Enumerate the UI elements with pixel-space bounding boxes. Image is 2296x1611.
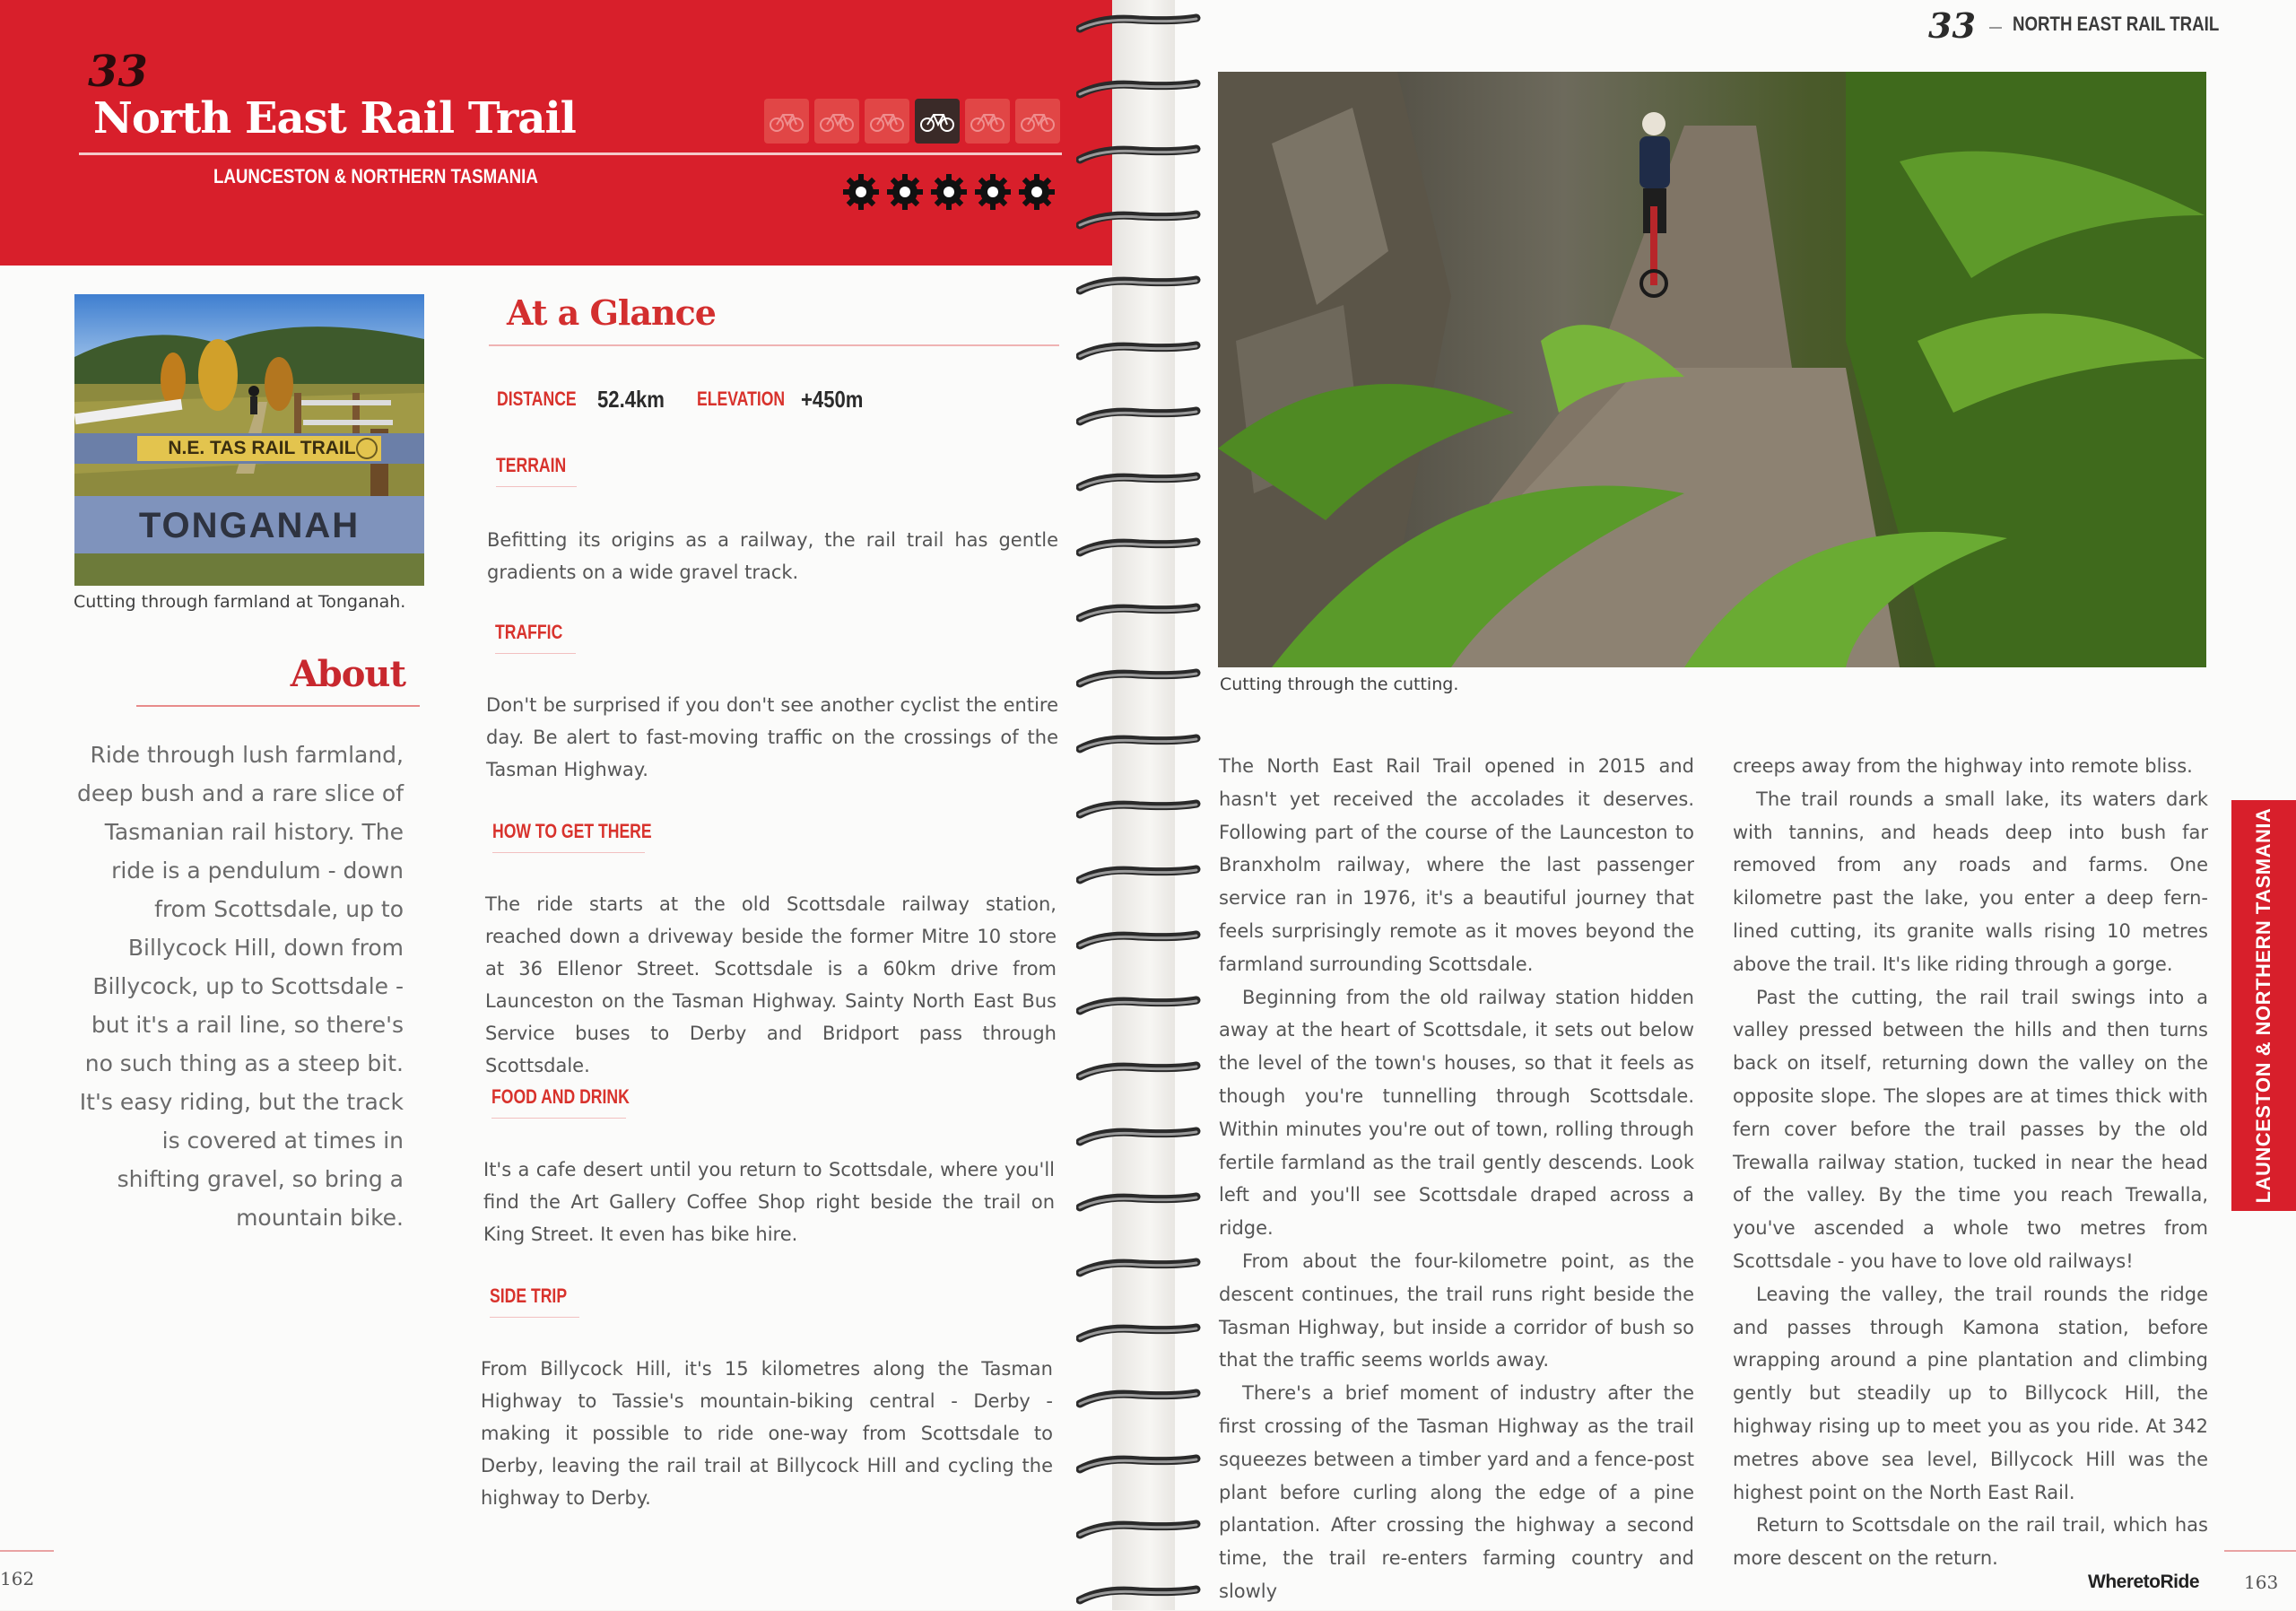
rating-gear-icon — [843, 174, 879, 210]
about-text: Ride through lush farmland, deep bush and a rare slice of Tasmanian rail history. The ride is a pendulum - down from Scottsdale, up to Billycock Hill, down from Billycock, up to Scottsdale - but it's a rail line, so there's no such thing as a steep bit. It's easy riding, but the track is covered at times in shifting gravel, so bring a mountain bike. — [77, 742, 404, 1231]
section-text: From Billycock Hill, it's 15 kilometres along the Tasman Highway to Tassie's mountain-biking central - Derby - making it possible to ride one-way from Scottsdale to Derby, leaving the rail trail at Billycock Hill and cycling the highway to Derby. — [481, 1358, 1053, 1509]
about-heading: About — [290, 653, 405, 695]
paragraph: Past the cutting, the rail trail swings into a valley pressed between the hills and then turns back on itself, returning down the valley on the opposite slope. The slopes are at times thick with fern cover before the trail passes by the old Trewalla railway station, tucked in near the head of the valley. By the time you reach Trewalla, you've ascended a whole two metres from Scottsdale - you have to love old railways! — [1733, 986, 2208, 1272]
section-label: FOOD AND DRINK — [491, 1085, 630, 1108]
spiral-ring — [1076, 1388, 1202, 1411]
spiral-ring — [1076, 13, 1202, 36]
section-side-trip — [490, 1284, 587, 1308]
about-divider — [136, 705, 420, 707]
spiral-ring — [1076, 340, 1202, 363]
glance-divider — [489, 344, 1059, 346]
left-page — [0, 0, 1139, 1610]
page-number-right: 163 — [2244, 1572, 2279, 1593]
difficulty-bike-icon — [1015, 99, 1060, 144]
big-photo-caption: Cutting through the cutting. — [1220, 675, 1459, 694]
paragraph: There's a brief moment of industry after the first crossing of the Tasman Highway as the trail squeezes between a timber yard and a fence-post plant before curling along the edge of a pine plantation. After crossing the highway a second time, the trail re-enters farming country and slowly — [1219, 1382, 1694, 1602]
section-label: HOW TO GET THERE — [492, 820, 652, 842]
spiral-ring — [1076, 995, 1202, 1018]
paragraph: creeps away from the highway into remote bliss. — [1733, 755, 2193, 777]
spiral-ring — [1076, 1257, 1202, 1280]
spiral-ring — [1076, 274, 1202, 298]
elevation-label: ELEVATION — [697, 388, 786, 410]
spiral-ring — [1076, 864, 1202, 887]
distance-label: DISTANCE — [497, 388, 577, 410]
body-column-1 — [1219, 750, 1694, 1608]
elevation-stat — [697, 388, 807, 411]
difficulty-bike-icon — [814, 99, 859, 144]
region-subtitle: LAUNCESTON & NORTHERN TASMANIA — [213, 165, 538, 187]
spiral-ring — [1076, 405, 1202, 429]
section-underline — [491, 1118, 626, 1119]
section-label: TERRAIN — [496, 454, 567, 476]
spiral-ring — [1076, 733, 1202, 756]
page-title: North East Rail Trail — [93, 93, 576, 144]
section-text: The ride starts at the old Scottsdale railway station, reached down a driveway beside the former Mitre 10 store at 36 Ellenor Street. Scottsdale is a 60km drive from Launceston on the Tasman Highway. Sainty North East Bus Service buses to Derby and Bridport pass through Scottsdale. — [485, 893, 1057, 1076]
paragraph: The trail rounds a small lake, its waters dark with tannins, and heads deep into bush far removed from any roads and farms. One kilometre past the lake, you enter a deep fern-lined cutting, its granite walls rising 10 metres above the trail. It's like riding through a gorge. — [1733, 788, 2208, 975]
spiral-ring — [1076, 536, 1202, 560]
section-food-and-drink — [491, 1085, 664, 1109]
rating-gear-icon — [887, 174, 923, 210]
section-text: Don't be surprised if you don't see another cyclist the entire day. Be alert to fast-moving traffic on the crossings of the Tasman Highway. — [486, 694, 1058, 780]
section-how-to-get-there — [492, 820, 691, 843]
page-number-left: 162 — [0, 1568, 35, 1589]
side-tab-label: LAUNCESTON & NORTHERN TASMANIA — [2252, 807, 2274, 1204]
elevation-value: +450m — [801, 386, 864, 413]
rating-gear-icon — [975, 174, 1011, 210]
running-head-title: NORTH EAST RAIL TRAIL — [2013, 13, 2220, 35]
paragraph: The North East Rail Trail opened in 2015 and hasn't yet received the accolades it deserves. Following part of the course of the Launceston to Branxholm railway, where the last passenger service ran in 1976, it's a beautiful journey that feels surprisingly remote as it moves beyond the farmland surrounding Scottsdale. — [1219, 755, 1694, 975]
footer-rule-left — [0, 1550, 54, 1552]
section-traffic — [495, 621, 579, 644]
spiral-ring — [1076, 1191, 1202, 1215]
running-head-dash — [1989, 27, 2002, 29]
photo-caption: Cutting through farmland at Tonganah. — [74, 592, 406, 612]
spiral-ring — [1076, 1519, 1202, 1542]
section-underline — [490, 1317, 579, 1318]
body-column-2 — [1733, 750, 2208, 1575]
difficulty-bike-icon — [764, 99, 809, 144]
section-underline — [492, 852, 645, 853]
difficulty-bike-icon — [965, 99, 1010, 144]
sign-top-text: N.E. TAS RAIL TRAIL — [168, 438, 356, 458]
cutting-photo — [1218, 72, 2206, 667]
difficulty-bikes — [764, 99, 1060, 144]
spiral-ring — [1076, 667, 1202, 691]
spiral-ring — [1076, 471, 1202, 494]
section-text: Befitting its origins as a railway, the rail trail has gentle gradients on a wide gravel track. — [487, 529, 1058, 583]
spiral-ring — [1076, 1584, 1202, 1607]
spiral-ring — [1076, 1126, 1202, 1149]
difficulty-bike-icon — [915, 99, 960, 144]
section-terrain — [496, 454, 584, 477]
spiral-ring — [1076, 1453, 1202, 1476]
spiral-ring — [1076, 1060, 1202, 1084]
glance-heading: At a Glance — [507, 292, 716, 333]
footer-rule-right — [2224, 1550, 2296, 1552]
brand-logo: WheretoRide — [2088, 1572, 2200, 1592]
distance-value-wrap — [597, 386, 676, 414]
paragraph: Leaving the valley, the trail rounds the ridge and passes through Kamona station, before wrapping around a pine plantation and climbing gently but steadily up to Billycock Hill, the highway rising up to meet you as you ride. At 342 metres above sea level, Billycock Hill was the highest point on the North East Rail. — [1733, 1283, 2208, 1503]
paragraph: Return to Scottsdale on the rail trail, which has more descent on the return. — [1733, 1514, 2208, 1570]
ride-number: 33 — [88, 47, 148, 97]
elevation-value-wrap — [801, 386, 874, 414]
difficulty-bike-icon — [865, 99, 909, 144]
cutting-photo-art — [1218, 72, 2206, 667]
running-head-number: 33 — [1928, 5, 1976, 46]
rating-gear-icon — [931, 174, 967, 210]
distance-stat — [497, 388, 596, 411]
rating-gear-icon — [1019, 174, 1055, 210]
sign-main-text: TONGANAH — [138, 505, 361, 545]
tonganah-photo — [74, 294, 424, 586]
section-text: It's a cafe desert until you return to Scottsdale, where you'll find the Art Gallery Coffee Shop right beside the trail on King Street. It even has bike hire. — [483, 1159, 1055, 1245]
spiral-ring — [1076, 144, 1202, 167]
section-underline — [496, 486, 577, 487]
spiral-ring — [1076, 929, 1202, 953]
section-label: TRAFFIC — [495, 621, 563, 643]
region-side-tab — [2231, 800, 2296, 1211]
spiral-ring — [1076, 209, 1202, 232]
rating-gears — [843, 174, 1055, 210]
section-underline — [495, 653, 576, 654]
spiral-ring — [1076, 602, 1202, 625]
spiral-ring — [1076, 798, 1202, 822]
paragraph: Beginning from the old railway station hidden away at the heart of Scottsdale, it sets out below the level of the town's houses, so that it feels as though you're tunnelling through Scottsdale. Within minutes you're out of town, rolling through fertile farmland as the trail gently descends. Look left and you'll see Scottsdale draped across a ridge. — [1219, 986, 1694, 1240]
paragraph: From about the four-kilometre point, as the descent continues, the trail runs right beside the Tasman Highway, but inside a corridor of bush so that the traffic seems worlds away. — [1219, 1250, 1694, 1372]
distance-value: 52.4km — [597, 386, 665, 413]
title-divider — [79, 152, 1062, 155]
spiral-ring — [1076, 1322, 1202, 1345]
spiral-ring — [1076, 78, 1202, 101]
section-label: SIDE TRIP — [490, 1284, 568, 1307]
